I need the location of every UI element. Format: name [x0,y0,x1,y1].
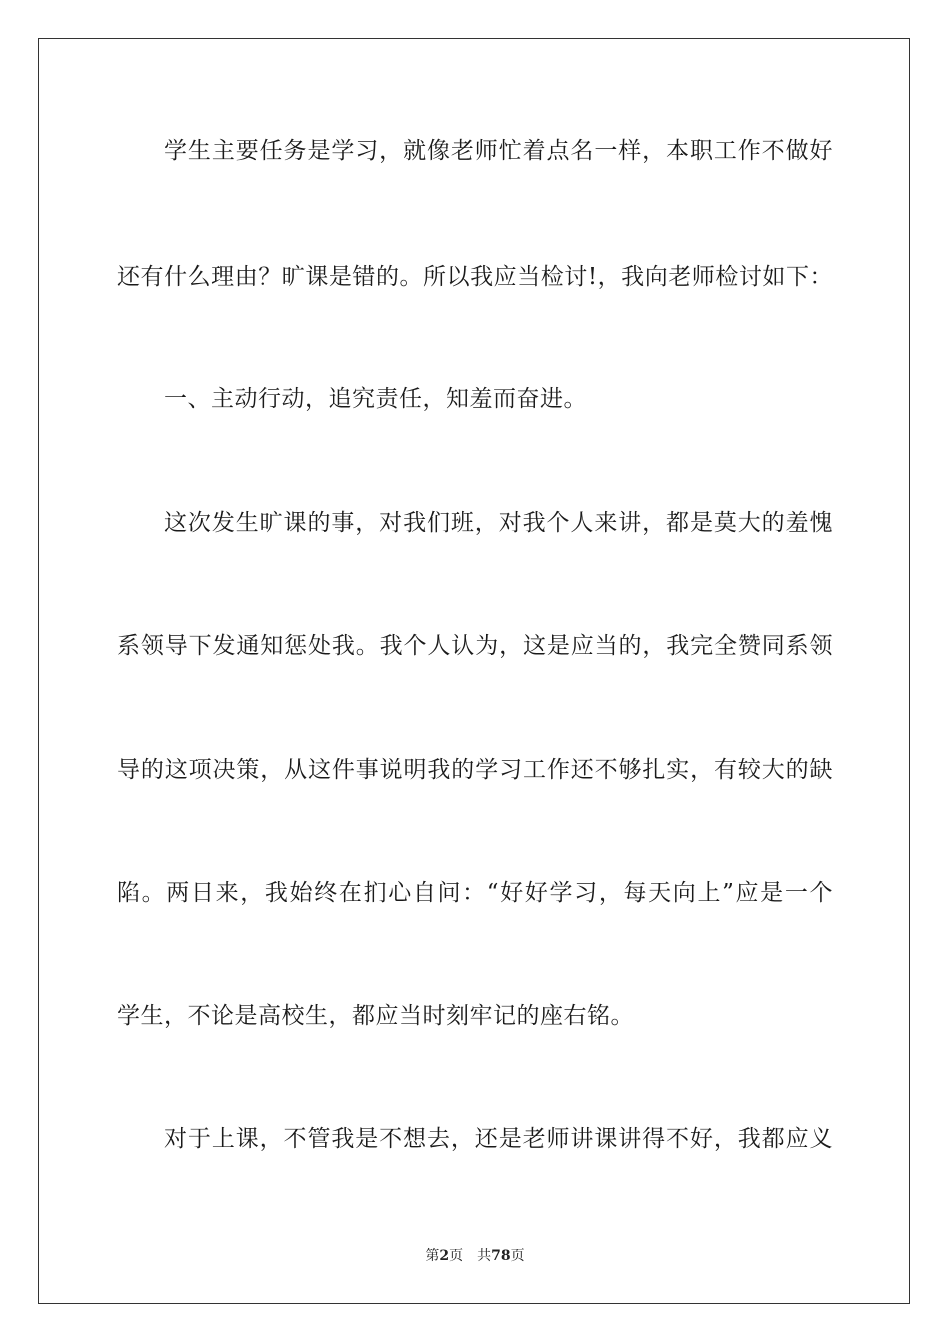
total-suffix: 页 [510,1248,525,1264]
page-prefix: 第 [425,1248,440,1264]
paragraph-line-4: 这次发生旷课的事，对我们班，对我个人来讲，都是莫大的羞愧 [164,510,833,536]
page-border [38,38,910,1304]
page-number: 2 [439,1248,450,1264]
total-pages: 78 [491,1248,511,1264]
paragraph-line-6: 导的这项决策，从这件事说明我的学习工作还不够扎实，有较大的缺 [117,757,833,783]
paragraph-line-9: 对于上课，不管我是不想去，还是老师讲课讲得不好，我都应义 [164,1126,833,1152]
total-prefix: 共 [477,1248,492,1264]
paragraph-line-8: 学生，不论是高校生，都应当时刻牢记的座右铭。 [117,1003,634,1029]
section-heading: 一、主动行动，追究责任，知羞而奋进。 [164,386,587,412]
page-footer [0,1247,950,1265]
paragraph-line-5: 系领导下发通知惩处我。我个人认为，这是应当的，我完全赞同系领 [117,633,833,659]
paragraph-line-1: 学生主要任务是学习，就像老师忙着点名一样，本职工作不做好 [164,138,833,164]
page-suffix: 页 [449,1248,464,1264]
paragraph-line-2: 还有什么理由？旷课是错的。所以我应当检讨!，我向老师检讨如下： [117,264,833,290]
paragraph-line-7: 陷。两日来，我始终在扪心自问：“好好学习，每天向上”应是一个 [117,880,833,906]
